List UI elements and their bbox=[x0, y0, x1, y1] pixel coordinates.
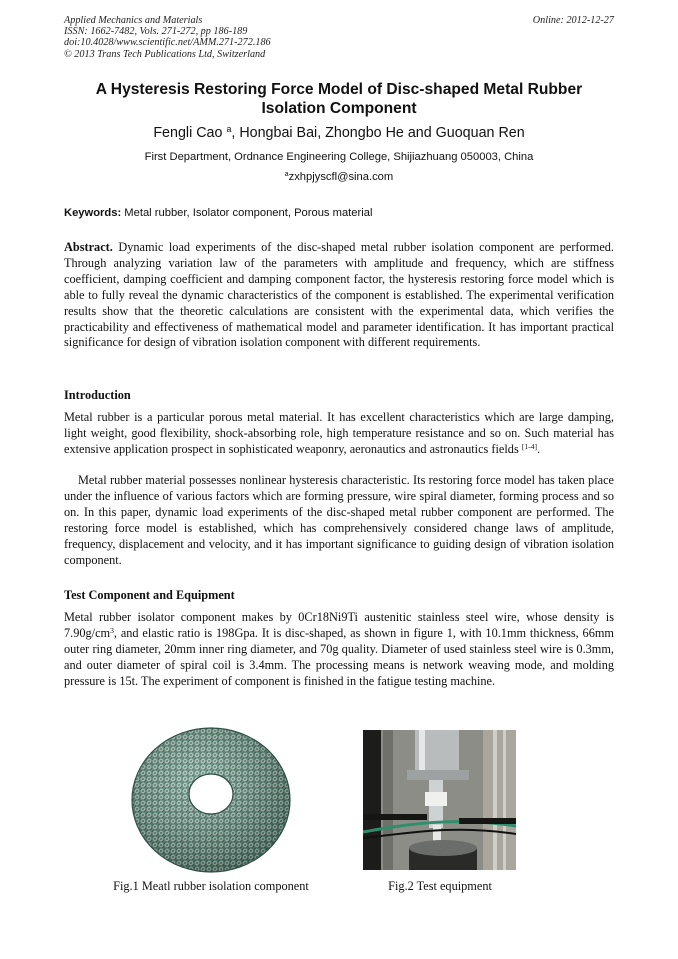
journal-name: Applied Mechanics and Materials bbox=[64, 15, 203, 26]
keywords-label: Keywords: bbox=[64, 207, 122, 219]
introduction-paragraph-2: Metal rubber material possesses nonlinear hysteresis characteristic. Its restoring force model has taken place under the influence of various factors which are forming pressure, wire spiral diameter, forming process and so on. In this paper, dynamic load experiments of the disc-shaped metal rubber component are performed. The restoring force model is established, which has comprehensively considered change laws of amplitude, frequency, displacement and velocity, and it has important significance to guiding design of vibration isolation component. bbox=[64, 473, 614, 567]
email-address: zxhpjyscfl@sina.com bbox=[288, 171, 394, 183]
author-list bbox=[64, 124, 614, 142]
figure-1-metal-rubber-disc bbox=[128, 722, 294, 874]
journal-header bbox=[64, 15, 444, 60]
journal-doi: doi:10.4028/www.scientific.net/AMM.271-272.186 bbox=[64, 37, 271, 49]
email-marker: a bbox=[284, 171, 289, 179]
test-p1-text-b: , and elastic ratio is 198Gpa. It is disc-shaped, as shown in figure 1, with 10.1mm thickness, 66mm outer ring diameter, 20mm inner ring diameter, and 70g quality. Diameter of used stainless steel wire is 0.3mm, and outer diameter of spiral coil is 3.4mm. The processing means is network weaving mode, and molding pressure is 15t. The experiment of component is finished in the fatigue testing machine. bbox=[64, 625, 614, 688]
introduction-paragraph-1 bbox=[64, 410, 614, 458]
journal-copyright: © 2013 Trans Tech Publications Ltd, Switzerland bbox=[64, 48, 266, 60]
figure-2-caption: Fig.2 Test equipment bbox=[388, 879, 492, 893]
journal-issn: ISSN: 1662-7482, Vols. 271-272, pp 186-189 bbox=[64, 26, 248, 38]
author-affil-marker: a bbox=[226, 124, 232, 135]
citation-ref: [1-4] bbox=[521, 441, 538, 451]
title-line-1: A Hysteresis Restoring Force Model of Disc-shaped Metal Rubber bbox=[95, 81, 583, 98]
title-line-2: Isolation Component bbox=[261, 100, 417, 117]
introduction-heading: Introduction bbox=[64, 388, 131, 402]
abstract bbox=[64, 240, 614, 351]
intro-p1-text: Metal rubber is a particular porous metal material. It has excellent characteristics which are large damping, light weight, good flexibility, shock-absorbing role, high temperature resistance and so on. Such material has extensive application prospect in sophisticated weaponry, aeronautics and astronautics fields bbox=[64, 410, 614, 456]
co-authors: , Hongbai Bai, Zhongbo He and Guoquan Ren bbox=[231, 125, 525, 141]
keywords-text: Metal rubber, Isolator component, Porous material bbox=[121, 207, 373, 219]
test-p1-text-a: Metal rubber isolator component makes by 0Cr18Ni9Ti austenitic stainless steel wire, whose density is 7.90g/cm bbox=[64, 610, 614, 640]
abstract-label: Abstract. bbox=[64, 240, 113, 254]
paper-title bbox=[64, 80, 614, 118]
figure-2-test-equipment bbox=[363, 730, 516, 870]
figure-1-caption: Fig.1 Meatl rubber isolation component bbox=[113, 879, 309, 893]
first-author: Fengli Cao bbox=[153, 125, 223, 141]
contact-email bbox=[64, 170, 614, 184]
keywords bbox=[64, 206, 614, 220]
abstract-text: Dynamic load experiments of the disc-shaped metal rubber isolation component are performed. Through analyzing variation law of the parameters with amplitude and frequency, which are stiffness coefficient, damping coefficient and damping component factor, the hysteresis restoring force model which is able to fully reveal the dynamic characteristics of the component is established. The experimental verification results show that the theoretic calculations are consistent with the experimental data, which verifies the practicability and effectiveness of mathematical model and parameter identification. It has important practical significance for design of vibration isolation component with different requirements. bbox=[64, 240, 614, 350]
affiliation: First Department, Ordnance Engineering College, Shijiazhuang 050003, China bbox=[144, 151, 534, 163]
online-date: Online: 2012-12-27 bbox=[532, 15, 614, 26]
test-section-paragraph bbox=[64, 610, 614, 690]
intro-p1-end: . bbox=[537, 441, 541, 456]
density-exponent: 3 bbox=[110, 625, 114, 635]
test-section-heading: Test Component and Equipment bbox=[64, 588, 235, 602]
